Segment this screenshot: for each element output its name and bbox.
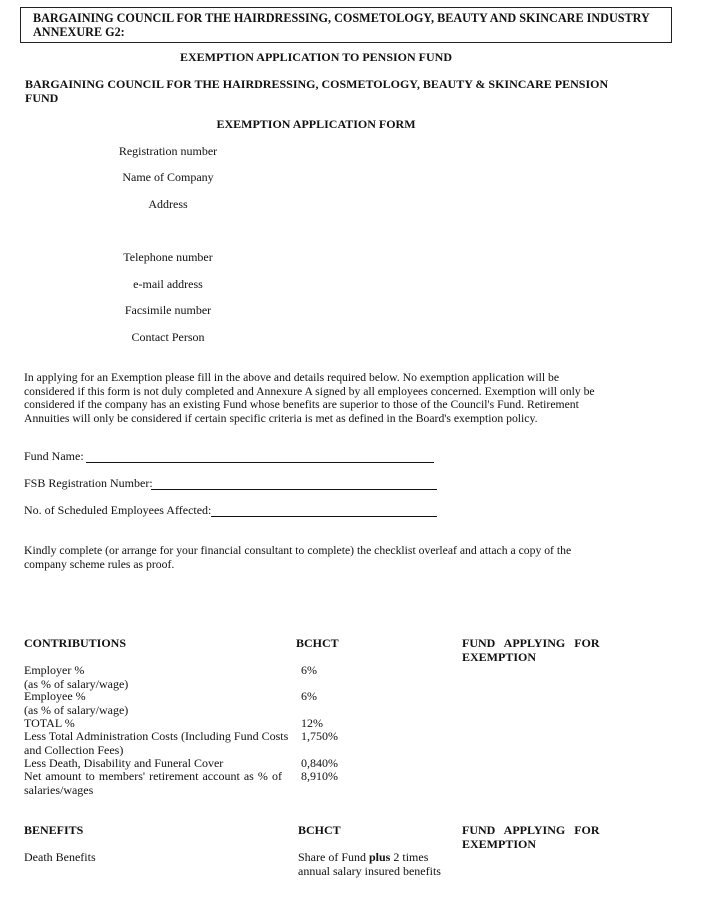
contributions-fund-heading [462, 637, 612, 664]
instructions-paragraph [24, 371, 608, 425]
telephone-input[interactable] [240, 251, 600, 264]
contributions-heading: CONTRIBUTIONS [24, 636, 127, 650]
benefits-bchct-heading: BCHCT [298, 823, 341, 837]
instructions-line4: Annuities will only be considered if certain specific criteria is met as defined in the Board's exemption policy. [24, 411, 538, 425]
checklist-note [24, 544, 608, 571]
address-input[interactable] [240, 196, 604, 248]
fund-title-line1: BARGAINING COUNCIL FOR THE HAIRDRESSING, COSMETOLOGY, BEAUTY & SKINCARE PENSION [25, 77, 609, 91]
employer-row [24, 664, 294, 691]
employees-affected-label: No. of Scheduled Employees Affected: [24, 503, 212, 517]
death-benefits-prefix: Share of Fund [298, 850, 369, 864]
fsb-number-label: FSB Registration Number: [24, 476, 153, 490]
header-box [20, 7, 672, 43]
death-benefits-suffix: 2 times [390, 850, 429, 864]
benefits-fund-heading-line2: EXEMPTION [462, 836, 537, 851]
header-line1: BARGAINING COUNCIL FOR THE HAIRDRESSING, COSMETOLOGY, BEAUTY AND SKINCARE INDUSTRY [33, 11, 650, 25]
instructions-line1: In applying for an Exemption please fill in the above and details required below. No exemption application will be [24, 371, 560, 384]
telephone-label: Telephone number [123, 250, 213, 264]
fsb-number-input[interactable] [151, 477, 437, 490]
fax-input[interactable] [240, 304, 600, 317]
contact-label: Contact Person [131, 330, 205, 344]
admin-row [24, 730, 294, 757]
contact-input[interactable] [240, 331, 600, 344]
employee-row [24, 690, 294, 717]
death-benefits-value-line2: annual salary insured benefits [298, 863, 441, 878]
fund-title-line2: FUND [25, 90, 59, 105]
death-benefits-value-line1 [298, 851, 458, 865]
contributions-fund-heading-line2: EXEMPTION [462, 649, 537, 664]
fund-name-label: Fund Name: [24, 449, 84, 463]
employee-label: Employee % [24, 689, 86, 703]
form-title: EXEMPTION APPLICATION FORM [216, 117, 416, 131]
company-name-label: Name of Company [122, 170, 214, 184]
employer-label: Employer % [24, 663, 85, 677]
fund-name-input[interactable] [86, 450, 434, 463]
title-main: EXEMPTION APPLICATION TO PENSION FUND [179, 50, 453, 64]
fax-label: Facsimile number [124, 303, 212, 317]
admin-value: 1,750% [301, 729, 338, 743]
benefits-fund-heading [462, 824, 612, 851]
benefits-heading: BENEFITS [24, 823, 84, 837]
net-label-line1: Net amount to members' retirement account as % of [24, 769, 282, 783]
net-value: 8,910% [301, 769, 338, 783]
death-benefits-label: Death Benefits [24, 850, 96, 864]
instructions-line3: considered if the company has an existing Fund whose benefits are superior to those of the Council's Fund. Retirement [24, 398, 579, 411]
employer-value: 6% [301, 663, 317, 677]
net-row [24, 770, 282, 797]
total-value: 12% [301, 716, 323, 730]
death-benefits-plus: plus [369, 850, 391, 864]
employees-affected-input[interactable] [211, 504, 437, 517]
benefits-fund-heading-line1: FUND APPLYING FOR [462, 823, 600, 837]
checklist-note-line1: Kindly complete (or arrange for your financial consultant to complete) the checklist overleaf and attach a copy of the [24, 544, 572, 557]
net-label-line2: salaries/wages [24, 782, 94, 797]
company-name-input[interactable] [240, 171, 600, 184]
address-label: Address [148, 197, 188, 211]
employer-sublabel: (as % of salary/wage) [24, 676, 129, 691]
header-line2: ANNEXURE G2: [33, 24, 125, 39]
admin-label-line1: Less Total Administration Costs (Including Fund Costs [24, 729, 289, 743]
death-benefits-value [298, 851, 458, 878]
email-input[interactable] [240, 278, 600, 291]
contributions-fund-heading-line1: FUND APPLYING FOR [462, 636, 600, 650]
checklist-note-line2: company scheme rules as proof. [24, 557, 175, 571]
admin-label-line2: and Collection Fees) [24, 742, 124, 757]
death-cover-value: 0,840% [301, 756, 338, 770]
registration-label: Registration number [118, 144, 218, 158]
instructions-line2: considered if this form is not duly completed and Annexure A signed by all employees concerned. Exemption will only be [24, 384, 595, 398]
employee-value: 6% [301, 689, 317, 703]
email-label: e-mail address [133, 277, 203, 291]
fund-title [25, 78, 685, 105]
total-label: TOTAL % [24, 716, 75, 730]
contributions-bchct-heading: BCHCT [296, 636, 339, 650]
death-cover-label: Less Death, Disability and Funeral Cover [24, 756, 224, 770]
registration-input[interactable] [240, 145, 600, 158]
employee-sublabel: (as % of salary/wage) [24, 702, 129, 717]
